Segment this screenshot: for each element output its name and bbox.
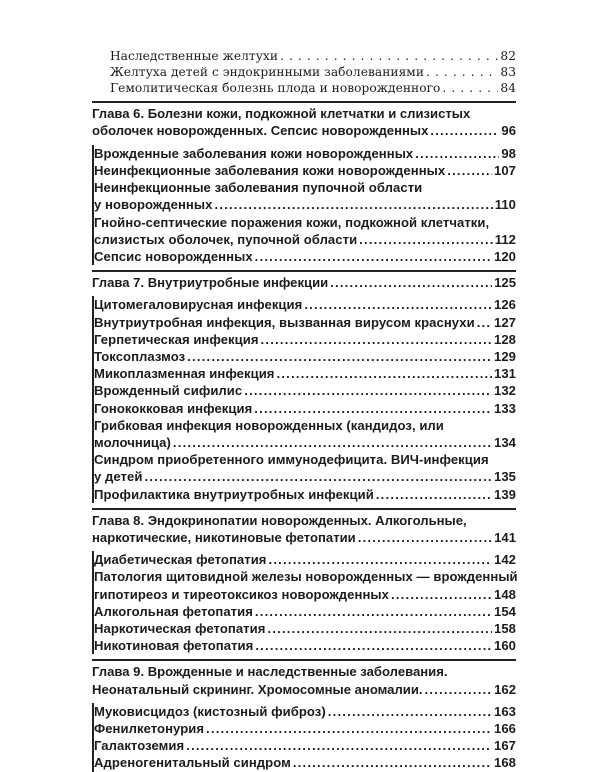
toc-entry [94,754,516,771]
chapter-heading [92,274,516,291]
leader-dots [187,348,492,365]
chapter-section [92,270,516,503]
entry-title-line: Синдром приобретенного иммунодефицита. ВИЧ-инфекция [94,452,489,468]
toc-entry [94,703,516,720]
leader-dots [477,314,492,331]
leader-dots [214,196,492,213]
page-number: 112 [494,231,516,247]
page-number: 126 [494,297,516,313]
leader-dots [267,620,492,637]
entry-title-line: Сепсис новорожденных [94,248,253,264]
leader-dots [358,529,492,546]
toc-entry [94,486,516,503]
entry-title-line: Никотиновая фетопатия [94,638,254,654]
entry-title-line: гипотиреоз и тиреотоксикоз новорожденных [94,586,389,602]
toc-entry [94,620,516,637]
chapter-title-line: Глава 9. Врожденные и наследственные заболевания. [92,664,448,680]
toc-entry [94,162,516,179]
page-number: 158 [494,620,516,636]
leader-dots [359,231,493,248]
toc-entry [92,48,516,64]
leader-dots [376,486,492,503]
page-number: 131 [494,366,516,382]
toc-entry [94,551,516,568]
chapter-entry-group [92,296,516,502]
entry-title-line: Гнойно-септические поражения кожи, подкожной клетчатки, [94,214,490,230]
toc-entry [94,365,516,382]
entry-title-line: Врожденный сифилис [94,383,243,399]
entry-title-line: слизистых оболочек, пупочной области [94,231,358,247]
toc-entry [94,145,516,162]
entry-title-line: Желтуха детей с эндокринными заболеваниями [110,65,425,80]
toc-entry [94,737,516,754]
entry-title-line: Микоплазменная инфекция [94,366,275,382]
page-number: 83 [500,65,516,80]
chapter-entry-group [92,145,516,265]
page-number: 120 [494,248,516,264]
toc-entry [94,637,516,654]
toc-entry [94,417,516,451]
chapter-title-line: Глава 6. Болезни кожи, подкожной клетчатки и слизистых [92,106,471,122]
page-number: 107 [494,162,516,178]
page-number: 141 [494,529,516,545]
page-number: 128 [494,331,516,347]
page-number: 160 [494,638,516,654]
entry-title-line: Профилактика внутриутробных инфекций [94,486,374,502]
chapter-title-line: наркотические, никотиновые фетопатии [92,529,356,545]
page-number: 135 [494,469,516,485]
page-number: 162 [494,681,516,697]
entry-title-line: Муковисцидоз (кистозный фиброз) [94,703,326,719]
page-number: 133 [494,400,516,416]
leader-dots [425,681,493,698]
chapter-title-line: Неонатальный скрининг. Хромосомные аномалии. [92,681,423,697]
toc-entry [94,451,516,485]
entry-title-line: Адреногенитальный синдром [94,755,291,771]
entry-title-line: Врожденные заболевания кожи новорожденных [94,145,414,161]
page-number: 132 [494,383,516,399]
toc-entry [94,568,516,602]
leader-dots [255,248,492,265]
chapter-section [92,101,516,265]
toc-entry [94,720,516,737]
chapter-heading [92,663,516,697]
page-number: 142 [494,552,516,568]
leader-dots [255,603,492,620]
leader-dots [269,551,493,568]
chapter-entry-group [92,703,516,772]
page-number: 154 [494,603,516,619]
leader-dots [330,274,492,291]
entry-title-line: Патология щитовидной железы новорожденных — врожденный [94,569,518,585]
page-number: 98 [501,145,516,161]
page-number: 168 [494,755,516,771]
chapter-heading [92,105,516,139]
page-number: 129 [494,348,516,364]
entry-title-line: Неинфекционные заболевания кожи новорожденных [94,162,446,178]
leader-dots [280,48,498,64]
toc-entry [94,314,516,331]
toc-entry [92,64,516,80]
chapter-title-line: оболочек новорожденных. Сепсис новорожденных [92,123,429,139]
toc-entry [92,80,516,96]
page-number: 167 [494,738,516,754]
leader-dots [261,331,492,348]
entry-title-line: Алкогольная фетопатия [94,603,253,619]
chapter-section [92,508,516,655]
toc-entry [94,296,516,313]
page-number: 163 [494,703,516,719]
leader-dots [144,468,492,485]
entry-title-line: Гонококковая инфекция [94,400,253,416]
leader-dots [391,586,492,603]
chapter-heading [92,512,516,546]
leader-dots [173,434,492,451]
leader-dots [186,737,492,754]
toc-entry [94,348,516,365]
page-number: 148 [494,586,516,602]
page-number: 110 [494,197,516,213]
entry-title-line: Наркотическая фетопатия [94,620,266,636]
page-number: 82 [500,49,516,63]
entry-title-line: Грибковая инфекция новорожденных (кандидоз, или [94,417,444,433]
entry-title-line: Цитомегаловирусная инфекция [94,297,303,313]
leader-dots [415,145,499,162]
page-number: 166 [494,720,516,736]
page-number: 139 [494,486,516,502]
chapter-title-line: Глава 8. Эндокринопатии новорожденных. Алкогольные, [92,512,467,528]
entry-title-line: у детей [94,469,143,485]
page-number: 125 [494,275,516,291]
intro-entry-group [92,48,516,96]
page-number: 96 [501,123,516,139]
entry-title-line: у новорожденных [94,197,213,213]
entry-title-line: Токсоплазмоз [94,348,186,364]
entry-title-line: Галактоземия [94,738,185,754]
leader-dots [426,64,498,80]
leader-dots [447,162,492,179]
page-number: 134 [494,434,516,450]
entry-title-line: молочница) [94,434,171,450]
entry-title-line: Внутриутробная инфекция, вызванная вирусом краснухи [94,314,475,330]
toc-entry [94,248,516,265]
entry-title-line: Наследственные желтухи [110,49,279,63]
toc-entry [94,400,516,417]
toc-entry [94,382,516,399]
entry-title-line: Гемолитическая болезнь плода и новорожденного [110,81,441,96]
toc-entry [94,214,516,248]
leader-dots [206,720,492,737]
page-number: 84 [500,81,516,96]
toc-entry [94,331,516,348]
leader-dots [255,637,492,654]
leader-dots [254,400,492,417]
entry-title-line: Герпетическая инфекция [94,331,259,347]
leader-dots [244,382,492,399]
toc-entry [94,179,516,213]
leader-dots [304,296,492,313]
chapter-section [92,659,516,771]
chapter-title-line: Глава 7. Внутриутробные инфекции [92,275,329,291]
leader-dots [293,754,492,771]
table-of-contents [92,48,516,772]
entry-title-line: Фенилкетонурия [94,720,205,736]
entry-title-line: Диабетическая фетопатия [94,552,267,568]
leader-dots [328,703,492,720]
leader-dots [442,80,498,96]
entry-title-line: Неинфекционные заболевания пупочной области [94,180,423,196]
chapter-entry-group [92,551,516,654]
toc-entry [94,603,516,620]
leader-dots [430,122,499,139]
page-number: 127 [494,314,516,330]
leader-dots [277,365,493,382]
